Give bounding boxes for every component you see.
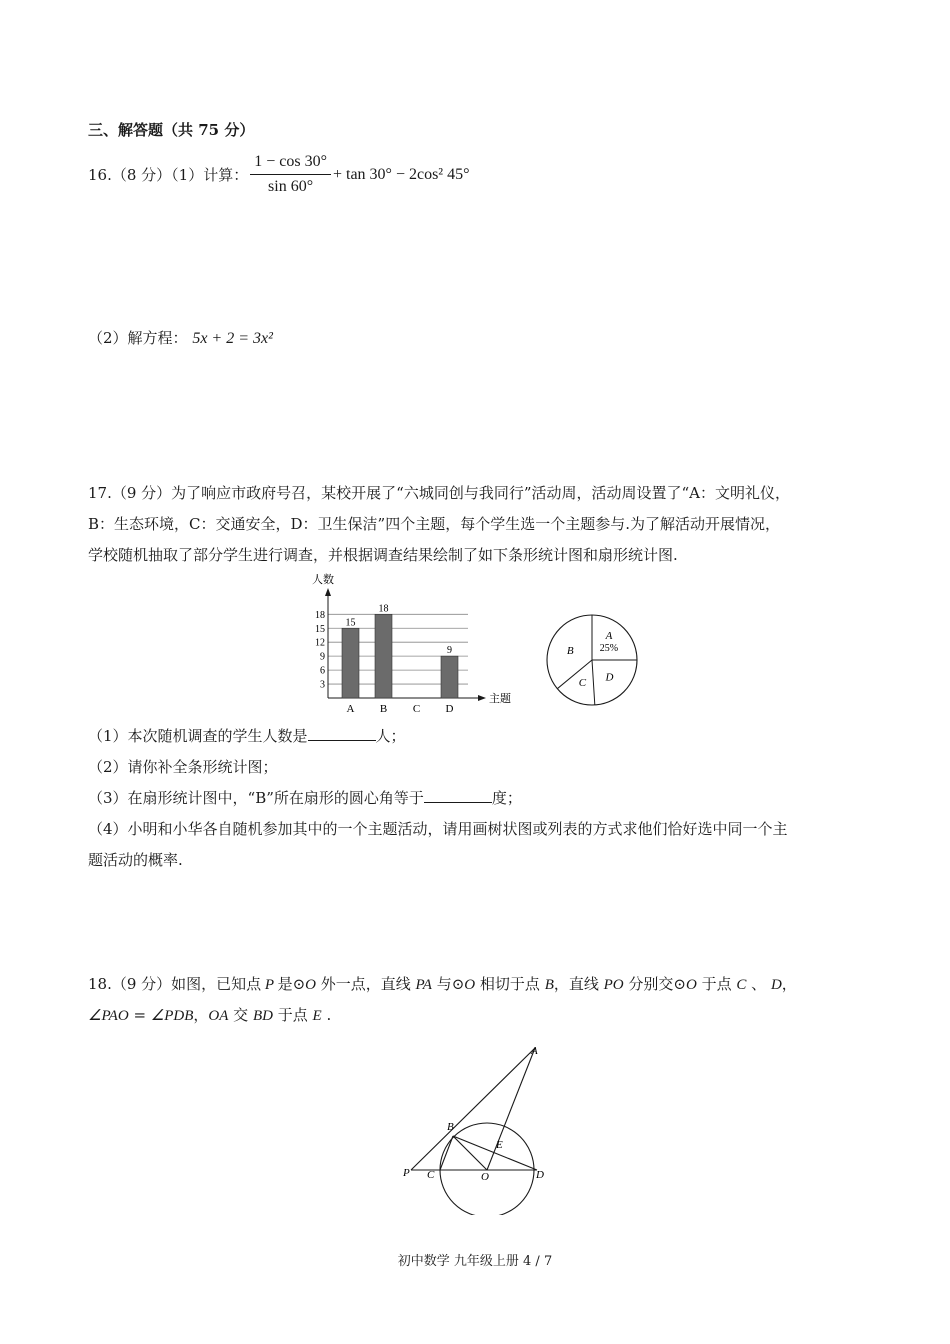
bar-category-label: C <box>412 703 421 715</box>
line-bc <box>440 1136 453 1170</box>
bar-category-label: B <box>379 703 388 715</box>
q18-run: 于点 <box>272 1006 313 1024</box>
bar-category-label: D <box>445 703 454 715</box>
q18-run: BD <box>252 1008 273 1024</box>
line-pa <box>411 1048 535 1170</box>
q17-sub1-blank <box>308 726 376 741</box>
q17-sub1-unit: 人； <box>375 727 406 745</box>
q17-line1: 17.（9 分）为了响应市政府号召，某校开展了“六城同创与我同行”活动周，活动周设置了“A：文明礼仪， <box>88 484 791 502</box>
q18-run: PA <box>415 977 432 993</box>
q18-run: 交 <box>228 1006 253 1024</box>
q18-run: O <box>305 977 316 993</box>
pie-label-c: C <box>578 677 587 690</box>
label-o: O <box>481 1171 489 1183</box>
bar-chart <box>300 570 525 720</box>
q18-run: OA <box>208 1008 229 1024</box>
q18-run: 分别交⊙ <box>623 975 686 993</box>
q17-line2: B：生态环境，C：交通安全，D：卫生保洁”四个主题，每个学生选一个主题参与.为了解活动开展情况， <box>88 515 780 533</box>
q17-line3: 学校随机抽取了部分学生进行调查，并根据调查结果绘制了如下条形统计图和扇形统计图. <box>88 546 678 564</box>
q18-run: O <box>464 977 476 993</box>
q18-run: PO <box>603 977 624 993</box>
q18-run: P <box>261 977 278 993</box>
label-a: A <box>531 1045 538 1057</box>
q18-run: B <box>544 977 554 993</box>
q18-run: 是⊙ <box>277 975 306 993</box>
label-b: B <box>447 1121 454 1133</box>
q16-prefix: 16.（8 分）（1）计算： <box>88 165 249 184</box>
q16-part2-prefix: （2）解方程： <box>88 329 188 347</box>
bar-d <box>441 656 458 698</box>
q16-expression-rest: + tan 30° − 2cos² 45° <box>332 165 470 183</box>
bar-ytick-label: 18 <box>315 609 325 621</box>
label-d: D <box>536 1169 544 1181</box>
q18-run: O <box>685 977 697 993</box>
q17-sub4-line2: 题活动的概率. <box>88 851 183 869</box>
q17-sub3 <box>88 788 522 808</box>
q16-fraction <box>250 152 331 197</box>
q18-run: E <box>312 1008 322 1024</box>
q17-sub4-line1: （4）小明和小华各自随机参加其中的一个主题活动，请用画树状图或列表的方式求他们恰好选中同一个主 <box>88 820 788 838</box>
bar-ytick-label: 6 <box>320 665 325 677</box>
q16-frac-numerator: 1 − cos 30° <box>250 152 331 175</box>
bar-data-label: 9 <box>447 645 452 657</box>
q18-line1 <box>88 974 797 995</box>
q18-prefix: 18.（9 分）如图，已知点 <box>88 975 262 993</box>
pie-boundary <box>557 660 592 689</box>
q18-line1-rest <box>261 975 797 993</box>
pie-label-d: D <box>605 671 614 684</box>
q17-sub1 <box>88 726 406 746</box>
q16-frac-denominator: sin 60° <box>268 178 314 195</box>
q18-run: . <box>321 1006 332 1024</box>
bar-ytick-label: 15 <box>315 623 325 635</box>
q18-run: ， <box>193 1006 209 1024</box>
bar-y-arrow <box>325 588 331 596</box>
q18-run: 与⊙ <box>431 975 465 993</box>
bar-data-label: 15 <box>345 617 356 629</box>
q18-run: D <box>770 977 782 993</box>
q16-part1 <box>88 152 469 197</box>
pie-annotation-a: 25% <box>599 643 619 655</box>
line-oa <box>487 1048 535 1170</box>
q18-run: 外一点，直线 <box>316 975 416 993</box>
label-p: P <box>403 1167 410 1179</box>
bar-x-arrow <box>478 695 486 701</box>
section-title: 三、解答题（共 75 分） <box>88 121 255 139</box>
label-e: E <box>496 1139 503 1151</box>
page-footer: 初中数学 九年级上册 4 / 7 <box>397 1254 553 1269</box>
bar-ylabel: 人数 <box>312 574 334 586</box>
bar-a <box>342 628 359 698</box>
bar-b <box>375 614 392 698</box>
q18-run: ，直线 <box>553 975 604 993</box>
bar-category-label: A <box>346 703 355 715</box>
bar-data-label: 18 <box>378 603 389 615</box>
bar-ytick-label: 9 <box>320 651 325 663</box>
q16-part2 <box>88 328 273 349</box>
q18-run: 于点 <box>696 975 737 993</box>
q18-run: ， <box>781 975 797 993</box>
bar-ytick-label: 12 <box>315 637 325 649</box>
q17-sub1-text: （1）本次随机调查的学生人数是 <box>88 727 308 745</box>
geometry-figure <box>395 1040 555 1215</box>
bar-xlabel: 主题 <box>489 693 511 705</box>
pie-chart <box>540 608 650 713</box>
pie-label-a: A <box>605 630 613 643</box>
q18-run: C <box>736 977 747 993</box>
label-c: C <box>427 1169 435 1181</box>
q18-run: 、 <box>746 975 771 993</box>
q18-run: = <box>128 1006 151 1024</box>
q18-run: ∠PAO <box>88 1008 129 1024</box>
q16-equation: 5x + 2 = 3x² <box>192 330 273 347</box>
q18-run: 相切于点 <box>475 975 545 993</box>
q17-sub3-blank <box>424 788 492 803</box>
pie-label-b: B <box>566 644 574 657</box>
q17-sub3-text: （3）在扇形统计图中，“B”所在扇形的圆心角等于 <box>88 789 424 807</box>
q17-sub2: （2）请你补全条形统计图； <box>88 758 278 776</box>
q17-sub3-unit: 度； <box>491 789 522 807</box>
pie-boundary <box>592 660 595 705</box>
q18-run: ∠PDB <box>150 1008 194 1024</box>
q18-line2 <box>88 1005 331 1026</box>
line-bo <box>453 1136 487 1170</box>
bar-ytick-label: 3 <box>320 679 325 691</box>
